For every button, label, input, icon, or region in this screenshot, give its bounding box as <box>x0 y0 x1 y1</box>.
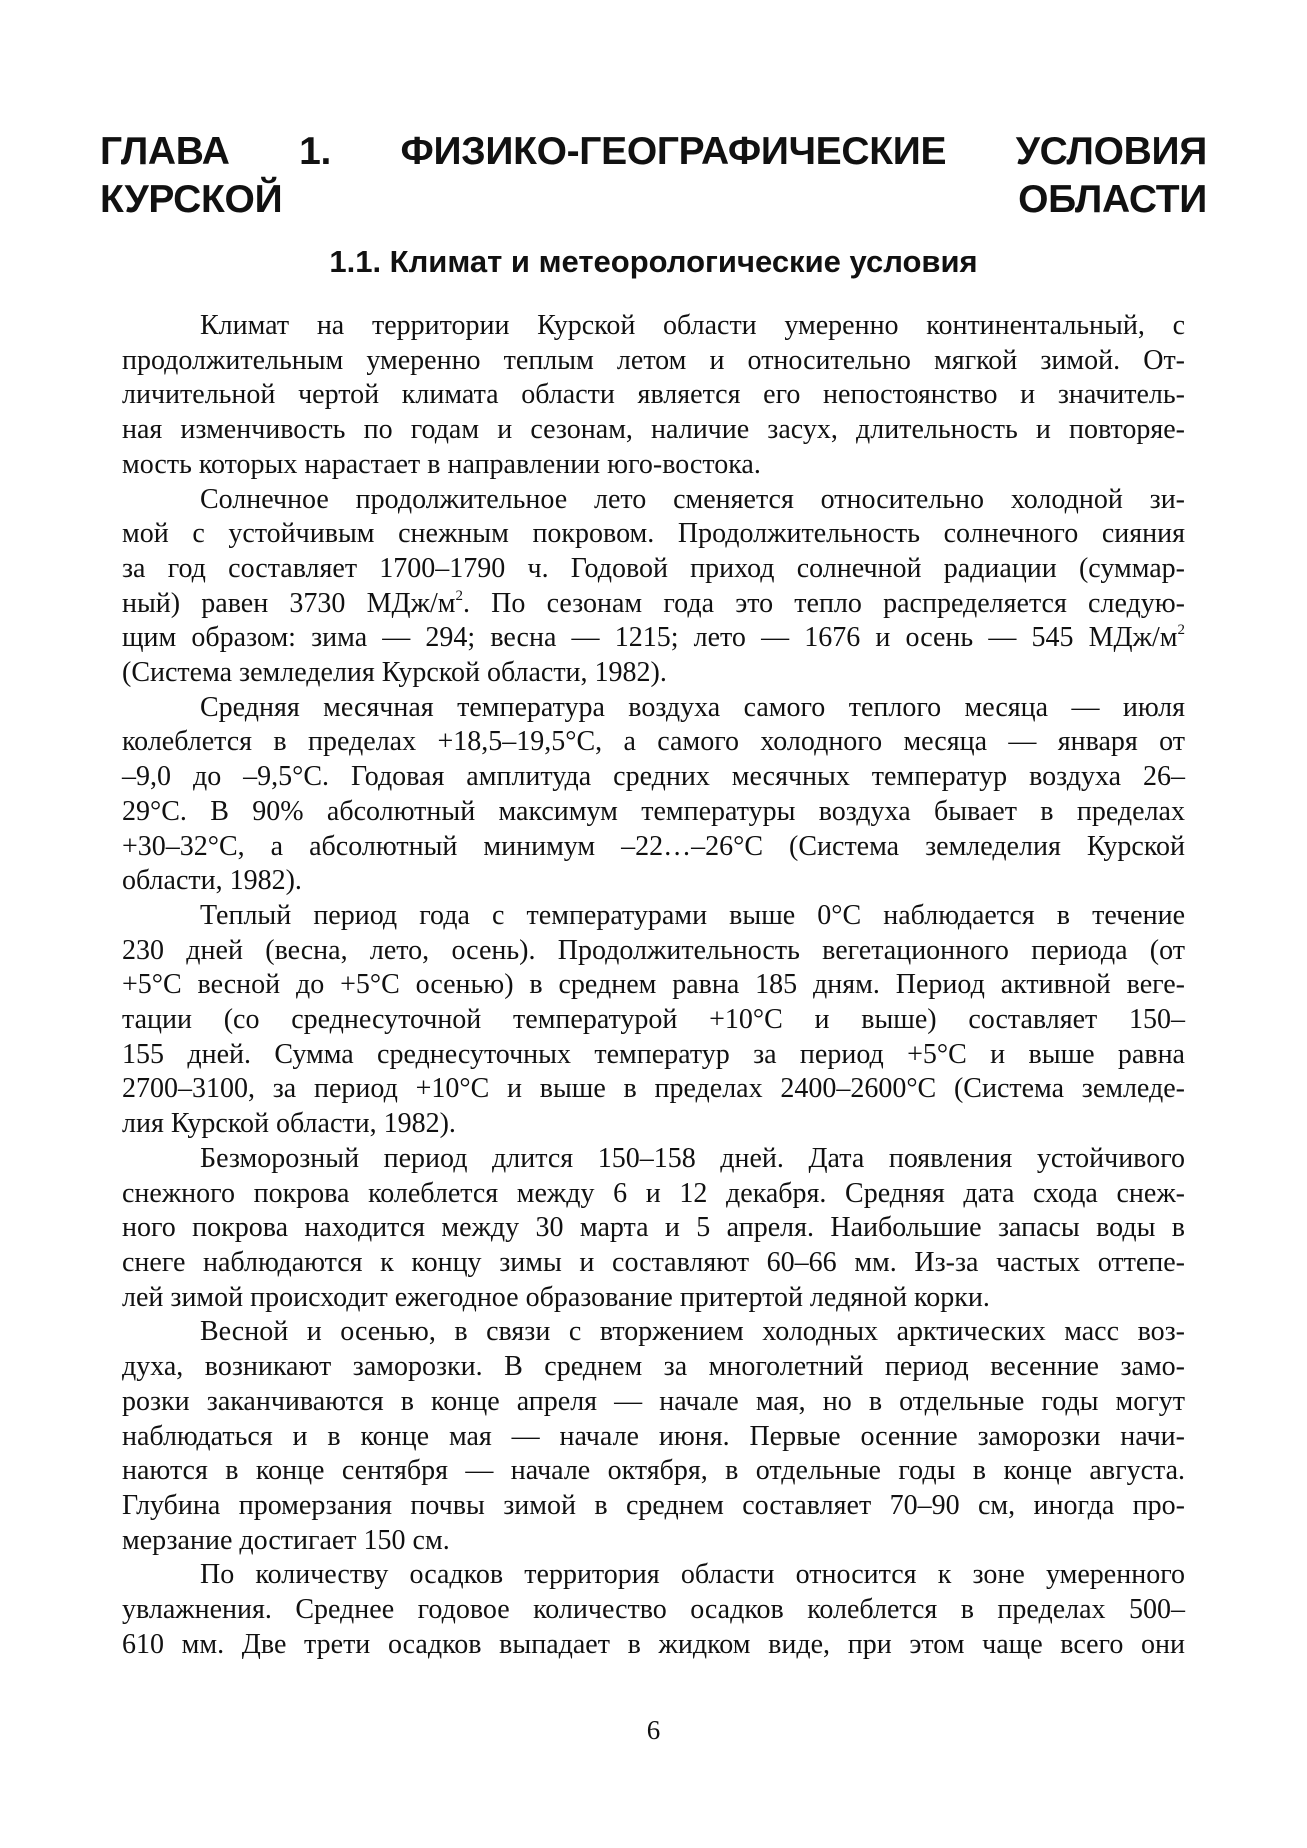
chapter-title-line: ГЛАВА 1. ФИЗИКО-ГЕОГРАФИЧЕСКИЕ УСЛОВИЯ <box>100 130 1207 173</box>
text-line: Средняя месячная температура воздуха самого теплого месяца — июля <box>200 691 1185 723</box>
text-fragment: ный) равен 3730 МДж/м <box>122 587 456 619</box>
text-line: ная изменчивость по годам и сезонам, наличие засух, длительность и повторяе- <box>122 414 1185 446</box>
text-line: –9,0 до –9,5°С. Годовая амплитуда средних месячных температур воздуха 26– <box>122 761 1185 793</box>
chapter-title-line: КУРСКОЙ ОБЛАСТИ <box>100 178 1207 221</box>
text-line: розки заканчиваются в конце апреля — начале мая, но в отдельные годы могут <box>122 1385 1185 1417</box>
text-line: Солнечное продолжительное лето сменяется относительно холодной зи- <box>200 483 1185 515</box>
text-line: 155 дней. Сумма среднесуточных температур за период +5°С и выше равна <box>122 1038 1185 1070</box>
paragraph-temperature <box>122 691 1185 899</box>
text-line: колеблется в пределах +18,5–19,5°С, а самого холодного месяца — января от <box>122 726 1185 758</box>
page-number: 6 <box>646 1715 661 1745</box>
text-line <box>122 587 1185 622</box>
text-line: за год составляет 1700–1790 ч. Годовой приход солнечной радиации (суммар- <box>122 552 1185 584</box>
text-line: наются в конце сентября — начале октября, в отдельные годы в конце августа. <box>122 1455 1185 1487</box>
text-line: продолжительным умеренно теплым летом и относительно мягкой зимой. От- <box>122 344 1185 376</box>
text-line: мерзание достигает 150 см. <box>122 1524 450 1556</box>
text-line: духа, возникают заморозки. В среднем за многолетний период весенние замо- <box>122 1351 1185 1383</box>
text-fragment: щим образом: зима — 294; весна — 1215; лето — 1676 и осень — 545 МДж/м <box>122 622 1178 654</box>
paragraph-frosts <box>122 1315 1185 1558</box>
text-line: личительной чертой климата области является его непостоянство и значитель- <box>122 379 1185 411</box>
text-line: +5°С весной до +5°С осенью) в среднем равна 185 дням. Период активной веге- <box>122 969 1185 1001</box>
text-fragment: . По сезонам года это тепло распределяется следую- <box>462 587 1185 619</box>
text-line: 610 мм. Две трети осадков выпадает в жидком виде, при этом чаще всего они <box>122 1628 1185 1660</box>
paragraph-warm-period <box>122 899 1185 1142</box>
text-line: наблюдаться и в конце мая — начале июня. Первые осенние заморозки начи- <box>122 1420 1185 1452</box>
text-line: увлажнения. Среднее годовое количество осадков колеблется в пределах 500– <box>122 1594 1185 1626</box>
text-line: +30–32°С, а абсолютный минимум –22…–26°С (Система земледелия Курской <box>122 830 1185 862</box>
paragraph-precipitation <box>122 1558 1185 1662</box>
section-title: 1.1. Климат и метеорологические условия <box>329 244 978 279</box>
text-line: лия Курской области, 1982). <box>122 1108 456 1140</box>
superscript: 2 <box>455 587 463 604</box>
text-line: лей зимой происходит ежегодное образование притертой ледяной корки. <box>122 1281 990 1313</box>
text-line: ного покрова находится между 30 марта и 5 апреля. Наибольшие запасы воды в <box>122 1212 1185 1244</box>
text-line: Весной и осенью, в связи с вторжением холодных арктических масс воз- <box>200 1316 1185 1348</box>
text-line: 2700–3100, за период +10°С и выше в пределах 2400–2600°С (Система земледе- <box>122 1073 1185 1105</box>
superscript: 2 <box>1177 622 1185 639</box>
paragraph-climate-overview <box>122 309 1185 483</box>
text-line: Глубина промерзания почвы зимой в среднем составляет 70–90 см, иногда про- <box>122 1489 1185 1521</box>
text-line: Климат на территории Курской области умеренно континентальный, с <box>200 310 1185 341</box>
text-line: мой с устойчивым снежным покровом. Продолжительность солнечного сияния <box>122 518 1185 550</box>
text-line: тации (со среднесуточной температурой +10°С и выше) составляет 150– <box>122 1004 1185 1036</box>
text-line: мость которых нарастает в направлении юго-востока. <box>122 448 761 480</box>
text-line: снеге наблюдаются к концу зимы и составляют 60–66 мм. Из-за частых оттепе- <box>122 1246 1185 1278</box>
paragraph-frost-free <box>122 1142 1185 1316</box>
text-line: Теплый период года с температурами выше 0°С наблюдается в течение <box>200 899 1185 931</box>
text-line: Безморозный период длится 150–158 дней. Дата появления устойчивого <box>200 1142 1185 1174</box>
text-line: снежного покрова колеблется между 6 и 12 декабря. Средняя дата схода снеж- <box>122 1177 1185 1209</box>
body-text <box>122 309 1185 1662</box>
chapter-title <box>100 128 1207 224</box>
text-line: 29°С. В 90% абсолютный максимум температуры воздуха бывает в пределах <box>122 795 1185 827</box>
text-line <box>122 621 1185 656</box>
paragraph-solar-radiation <box>122 483 1185 691</box>
text-line: области, 1982). <box>122 865 302 897</box>
text-line: По количеству осадков территория области относится к зоне умеренного <box>200 1559 1185 1591</box>
text-line: (Система земледелия Курской области, 1982). <box>122 657 667 689</box>
text-line: 230 дней (весна, лето, осень). Продолжительность вегетационного периода (от <box>122 934 1185 966</box>
